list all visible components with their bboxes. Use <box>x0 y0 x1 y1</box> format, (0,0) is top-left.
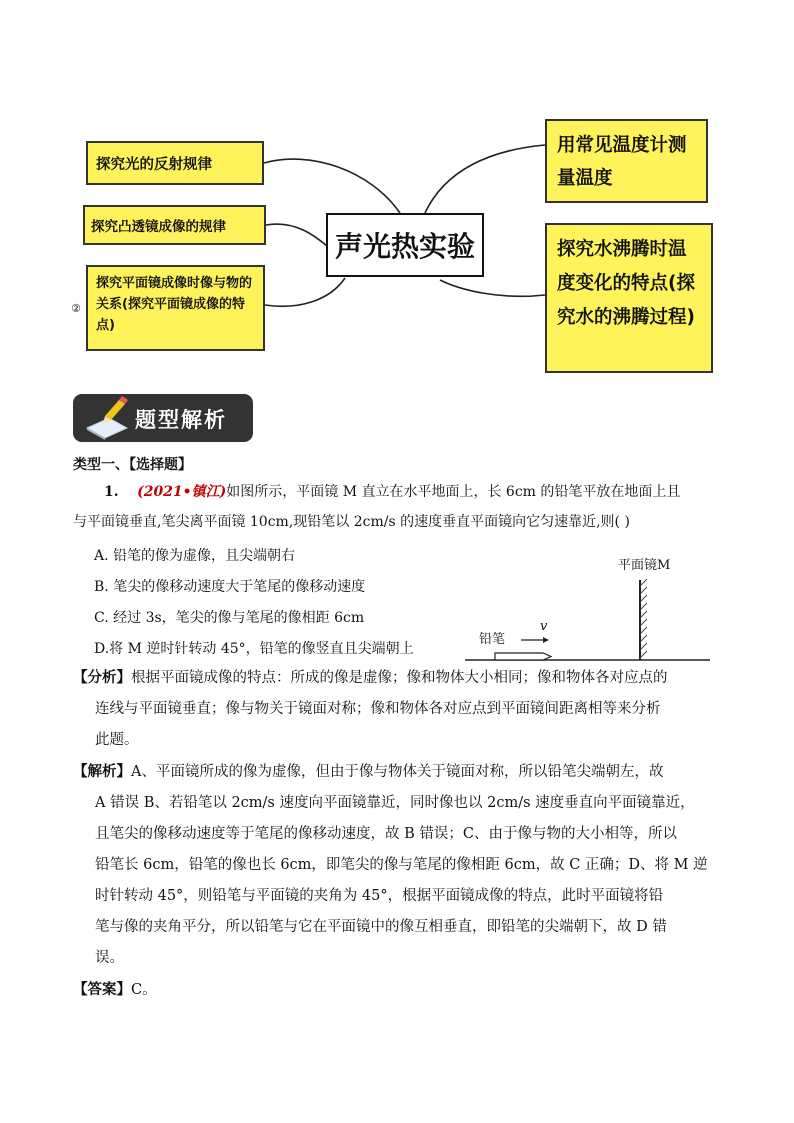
section-label: 类型一、【选择题】 <box>73 457 192 473</box>
mindmap-item-convex-lens: 探究凸透镜成像的规律 <box>83 205 266 245</box>
mindmap-center: 声光热实验 <box>326 213 484 277</box>
analysis-tag: 【分析】 <box>73 670 131 686</box>
mindmap-item-plane-mirror: 探究平面镜成像时像与物的关系(探究平面镜成像的特点) <box>86 265 265 351</box>
analysis-line-1: 【分析】根据平面镜成像的特点：所成的像是虚像；像和物体大小相同；像和物体各对应点的 <box>73 670 668 686</box>
pencil-paper-icon <box>81 394 133 442</box>
velocity-label: v <box>540 619 548 634</box>
question-stem-line-2: 与平面镜垂直,笔尖离平面镜 10cm,现铅笔以 2cm/s 的速度垂直平面镜向它匀速靠近,则( ) <box>73 514 630 530</box>
question-source: (2021•镇江) <box>137 484 227 500</box>
mirror-hatching <box>640 579 647 658</box>
question-number: 1. <box>104 484 119 500</box>
analysis-line-3: 此题。 <box>95 732 139 748</box>
option-b: B. 笔尖的像移动速度大于笔尾的像移动速度 <box>94 579 366 595</box>
solution-line-3: 且笔尖的像移动速度等于笔尾的像移动速度，故 B 错误；C、由于像与物的大小相等，所以 <box>95 826 677 842</box>
solution-line-6: 笔与像的夹角平分，所以铅笔与它在平面镜中的像互相垂直，即铅笔的尖端朝下，故 D 错 <box>95 919 667 935</box>
solution-line-4: 铅笔长 6cm，铅笔的像也长 6cm，即笔尖的像与笔尾的像相距 6cm，故 C 正确；D、将 M 逆 <box>95 857 708 873</box>
solution-line-7: 误。 <box>95 950 124 966</box>
pencil-label: 铅笔 <box>479 632 506 647</box>
answer-line <box>73 975 157 1006</box>
analysis-line-2: 连线与平面镜垂直；像与物关于镜面对称；像和物体各对应点到平面镜间距离相等来分析 <box>95 701 661 717</box>
question-stem-line-1: 1. (2021•镇江)如图所示，平面镜 M 直立在水平地面上，长 6cm 的铅笔平放在地面上且 <box>104 484 681 500</box>
mindmap-item-boiling: 探究水沸腾时温度变化的特点(探究水的沸腾过程) <box>545 223 713 373</box>
mirror-figure <box>465 552 715 667</box>
solution-line-5: 时针转动 45°，则铅笔与平面镜的夹角为 45°，根据平面镜成像的特点，此时平面镜将铅 <box>95 888 664 904</box>
solution-line-1: 【解析】A、平面镜所成的像为虚像，但由于像与物体关于镜面对称，所以铅笔尖端朝左，故 <box>73 764 664 780</box>
option-d: D.将 M 逆时针转动 45°，铅笔的像竖直且尖端朝上 <box>94 641 414 657</box>
option-a: A. 铅笔的像为虚像，且尖端朝右 <box>94 548 296 564</box>
banner-title: 题型解析 <box>135 408 227 432</box>
figure-drawing <box>465 552 715 667</box>
circled-marker: ② <box>71 302 81 315</box>
option-c: C. 经过 3s，笔尖的像与笔尾的像相距 6cm <box>94 610 365 626</box>
pencil-shape <box>495 653 551 660</box>
solution-tag: 【解析】 <box>73 764 131 780</box>
mindmap-item-reflection: 探究光的反射规律 <box>86 141 264 185</box>
section-banner <box>73 394 253 442</box>
solution-line-2: A 错误 B、若铅笔以 2cm/s 速度向平面镜靠近，同时像也以 2cm/s 速度垂直向平面镜靠近， <box>95 795 695 811</box>
answer-tag: 【答案】 <box>73 982 131 998</box>
answer-value: C。 <box>131 982 157 998</box>
mirror-label: 平面镜M <box>618 558 671 573</box>
mindmap-item-thermometer: 用常见温度计测量温度 <box>545 119 708 203</box>
